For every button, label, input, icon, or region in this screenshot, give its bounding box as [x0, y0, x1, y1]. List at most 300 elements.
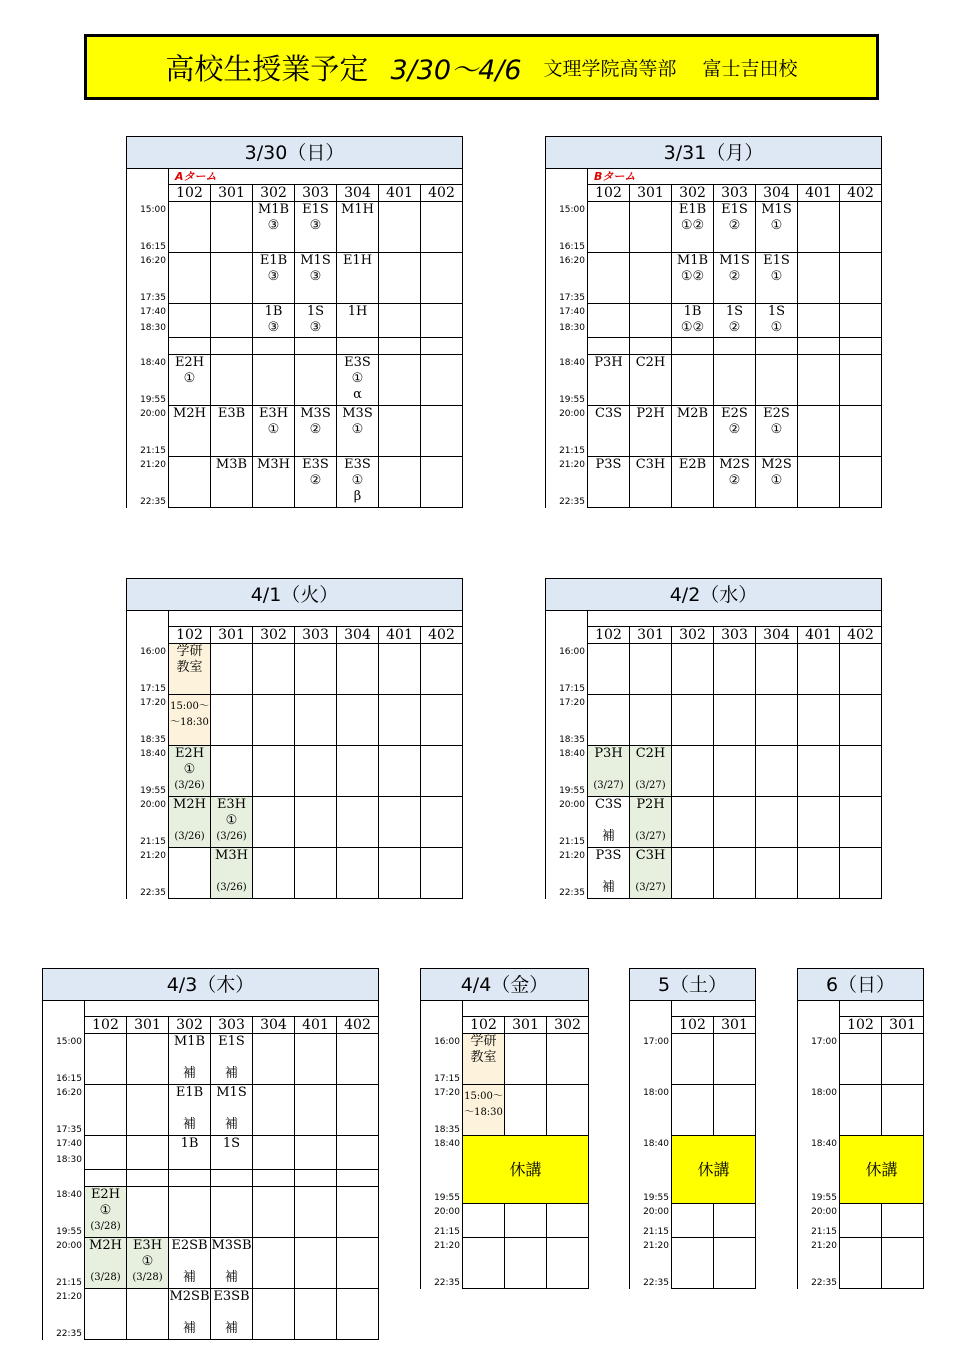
cell-blank	[169, 1305, 210, 1321]
time-end: 21:15	[643, 1226, 669, 1237]
cell-line: ①	[770, 218, 783, 233]
schedule-0330	[126, 136, 463, 508]
cell-line: E2S	[763, 406, 790, 421]
time-start: 20:00	[643, 1206, 669, 1217]
cell-line: (3/27)	[635, 780, 666, 791]
class-cell	[588, 355, 630, 406]
room-401: 401	[379, 627, 421, 644]
time-cell	[546, 338, 588, 355]
cell-line: 1B	[180, 1136, 199, 1151]
class-cell	[169, 797, 211, 848]
class-cell	[253, 457, 295, 508]
time-start: 21:20	[140, 850, 166, 861]
room-301: 301	[211, 627, 253, 644]
time-end: 18:35	[140, 734, 166, 745]
time-cell	[43, 1289, 85, 1340]
time-start: 18:40	[140, 748, 166, 759]
room-102: 102	[169, 185, 211, 202]
time-start: 18:40	[56, 1189, 82, 1200]
cell-line: E1S	[763, 253, 790, 268]
class-cell	[211, 457, 253, 508]
room-304: 304	[756, 185, 798, 202]
cell-line: ②	[309, 473, 322, 488]
cell-line: 1B	[264, 304, 283, 319]
class-cell	[127, 1034, 169, 1085]
class-cell	[798, 695, 840, 746]
cell-line: M2H	[173, 797, 206, 812]
time-start: 17:00	[643, 1036, 669, 1047]
time-start: 16:00	[559, 646, 585, 657]
cell-line: M3B	[215, 457, 248, 472]
cell-line: ③	[309, 218, 322, 233]
class-cell	[714, 457, 756, 508]
class-cell	[672, 746, 714, 797]
time-end: 19:55	[559, 394, 585, 405]
empty-cell	[253, 338, 295, 355]
time-cell	[127, 202, 169, 253]
cell-blank	[85, 1254, 126, 1270]
time-end: 22:35	[811, 1277, 837, 1288]
class-cell	[169, 1187, 211, 1238]
time-start: 20:00	[56, 1240, 82, 1251]
class-cell	[588, 406, 630, 457]
schedule-0405	[629, 968, 756, 1289]
time-cell	[127, 746, 169, 797]
room-301: 301	[127, 1017, 169, 1034]
cell-line: 補	[224, 1066, 238, 1081]
cell-line: 補	[182, 1270, 196, 1285]
class-cell	[672, 406, 714, 457]
room-102: 102	[169, 627, 211, 644]
class-cell	[337, 253, 379, 304]
cell-line: ①	[267, 422, 280, 437]
class-cell	[211, 1136, 253, 1170]
class-cell	[295, 848, 337, 899]
empty-cell	[547, 1034, 589, 1085]
time-start: 18:40	[559, 357, 585, 368]
cell-line: E3H	[258, 406, 289, 421]
class-cell	[840, 695, 882, 746]
cell-line: ①	[770, 320, 783, 335]
time-end: 19:55	[559, 785, 585, 796]
room-304: 304	[337, 185, 379, 202]
room-301: 301	[882, 1017, 924, 1034]
room-302: 302	[672, 627, 714, 644]
cell-line: β	[353, 489, 362, 504]
empty-cell	[672, 338, 714, 355]
time-cell	[546, 304, 588, 338]
class-cell	[756, 695, 798, 746]
class-cell	[295, 644, 337, 695]
term-label	[85, 1001, 379, 1017]
class-cell	[714, 355, 756, 406]
time-end: 21:15	[140, 445, 166, 456]
class-cell	[672, 253, 714, 304]
class-cell	[337, 1085, 379, 1136]
class-cell	[798, 746, 840, 797]
cell-line: 補	[224, 1321, 238, 1336]
schedule-table	[797, 968, 924, 1289]
time-start: 18:40	[559, 748, 585, 759]
class-cell	[169, 457, 211, 508]
class-cell	[672, 695, 714, 746]
class-cell	[630, 304, 672, 338]
corner-cell	[127, 611, 169, 644]
class-cell	[840, 202, 882, 253]
class-cell	[295, 355, 337, 406]
cell-line: ①	[183, 371, 196, 386]
cell-line: ③	[309, 320, 322, 335]
class-cell	[337, 1289, 379, 1340]
time-end: 17:35	[56, 1124, 82, 1135]
cell-line: ③	[309, 269, 322, 284]
class-cell	[798, 253, 840, 304]
time-start: 17:40	[559, 306, 585, 317]
cell-blank	[588, 762, 629, 778]
cell-line: ②	[728, 422, 741, 437]
class-cell	[798, 848, 840, 899]
class-cell	[253, 406, 295, 457]
empty-cell	[169, 1170, 211, 1187]
room-302: 302	[253, 627, 295, 644]
cell-line: M2SB	[169, 1289, 210, 1304]
time-start: 18:40	[811, 1138, 837, 1149]
term-label: Aターム	[169, 169, 463, 185]
corner-cell	[546, 611, 588, 644]
cell-line: C2H	[635, 746, 666, 761]
class-cell	[756, 457, 798, 508]
cell-line: M1S	[719, 253, 750, 268]
class-cell	[337, 644, 379, 695]
empty-cell	[882, 1204, 924, 1238]
class-cell	[798, 644, 840, 695]
cell-line: E1B	[175, 1085, 204, 1100]
class-cell	[337, 797, 379, 848]
class-cell	[211, 253, 253, 304]
room-303: 303	[295, 627, 337, 644]
time-cell	[798, 1204, 840, 1238]
time-end: 17:15	[559, 683, 585, 694]
cell-line: ①	[351, 371, 364, 386]
empty-cell	[547, 1238, 589, 1289]
cell-line: M2S	[761, 457, 792, 472]
time-cell	[421, 1034, 463, 1085]
class-cell	[337, 457, 379, 508]
class-cell	[756, 797, 798, 848]
class-cell	[337, 1034, 379, 1085]
empty-cell	[253, 1170, 295, 1187]
time-cell	[546, 355, 588, 406]
empty-cell	[714, 1204, 756, 1238]
cell-line: M3S	[342, 406, 373, 421]
cell-line: M1H	[341, 202, 374, 217]
class-cell	[295, 1187, 337, 1238]
time-end: 22:35	[559, 887, 585, 898]
room-102: 102	[672, 1017, 714, 1034]
schedule-table	[42, 968, 379, 1340]
class-cell	[588, 304, 630, 338]
room-301: 301	[505, 1017, 547, 1034]
class-cell	[379, 746, 421, 797]
time-start: 20:00	[434, 1206, 460, 1217]
room-302: 302	[547, 1017, 589, 1034]
class-cell	[588, 253, 630, 304]
cell-line: 補	[601, 880, 615, 895]
class-cell	[379, 253, 421, 304]
empty-cell	[840, 1204, 882, 1238]
date-header: 3/30（日）	[127, 137, 463, 169]
time-start: 21:20	[559, 850, 585, 861]
empty-cell	[588, 338, 630, 355]
time-end: 18:30	[559, 322, 585, 333]
class-cell	[85, 1238, 127, 1289]
class-cell	[798, 797, 840, 848]
class-cell	[588, 202, 630, 253]
banner-campus: 富士吉田校	[702, 57, 798, 80]
cell-line: 学研	[176, 644, 203, 659]
cell-line: ①	[225, 813, 238, 828]
time-cell	[421, 1136, 463, 1204]
time-end: 18:30	[140, 322, 166, 333]
room-302: 302	[169, 1017, 211, 1034]
cell-line: M1B	[676, 253, 709, 268]
cell-line: E2H	[174, 355, 205, 370]
cell-line: ①②	[680, 320, 705, 335]
time-end: 17:35	[140, 292, 166, 303]
class-cell	[211, 1238, 253, 1289]
room-303: 303	[714, 185, 756, 202]
room-301: 301	[630, 185, 672, 202]
time-end: 18:35	[559, 734, 585, 745]
empty-cell	[169, 338, 211, 355]
class-cell	[421, 202, 463, 253]
time-cell	[798, 1034, 840, 1085]
empty-cell	[840, 1085, 882, 1136]
class-cell	[295, 695, 337, 746]
class-cell	[85, 1289, 127, 1340]
cell-line: 補	[224, 1270, 238, 1285]
empty-cell	[714, 338, 756, 355]
time-cell	[421, 1238, 463, 1289]
class-cell	[295, 1085, 337, 1136]
class-cell	[169, 1289, 211, 1340]
cell-line: ①	[141, 1254, 154, 1269]
time-cell	[546, 644, 588, 695]
time-start: 21:20	[643, 1240, 669, 1251]
class-cell	[840, 355, 882, 406]
room-304: 304	[756, 627, 798, 644]
cell-line: 補	[182, 1066, 196, 1081]
cell-line: E1B	[259, 253, 288, 268]
cell-blank	[630, 762, 671, 778]
room-402: 402	[421, 185, 463, 202]
time-start: 15:00	[56, 1036, 82, 1047]
class-cell	[421, 457, 463, 508]
empty-cell	[672, 1204, 714, 1238]
cell-line: E2B	[678, 457, 707, 472]
time-start: 20:00	[811, 1206, 837, 1217]
class-cell	[169, 304, 211, 338]
empty-cell	[463, 1238, 505, 1289]
cell-line: M2H	[173, 406, 206, 421]
time-cell	[127, 406, 169, 457]
time-cell	[127, 695, 169, 746]
cell-line: E3H	[216, 797, 247, 812]
cell-line: ～18:30	[170, 717, 209, 728]
class-cell	[588, 457, 630, 508]
cell-line: M2H	[89, 1238, 122, 1253]
schedule-table	[545, 136, 882, 508]
cell-line: ①	[183, 762, 196, 777]
time-cell	[43, 1034, 85, 1085]
term-label	[463, 1001, 589, 1017]
class-cell	[630, 746, 672, 797]
time-cell	[630, 1136, 672, 1204]
cell-blank	[211, 864, 252, 880]
class-cell	[169, 848, 211, 899]
class-cell	[588, 746, 630, 797]
cell-line: 15:00～	[170, 701, 209, 712]
cell-blank	[169, 1101, 210, 1117]
room-402: 402	[840, 185, 882, 202]
time-start: 17:20	[434, 1087, 460, 1098]
class-cell	[714, 644, 756, 695]
cell-line: 1S	[725, 304, 744, 319]
class-cell	[672, 457, 714, 508]
cell-line: P3H	[594, 355, 623, 370]
study-room-cell	[169, 644, 211, 695]
time-end: 22:35	[140, 887, 166, 898]
empty-cell	[127, 1170, 169, 1187]
empty-cell	[421, 338, 463, 355]
cell-line: E1S	[302, 202, 329, 217]
time-start: 17:20	[559, 697, 585, 708]
empty-cell	[547, 1204, 589, 1238]
class-cell	[840, 848, 882, 899]
class-cell	[337, 355, 379, 406]
class-cell	[295, 1289, 337, 1340]
class-cell	[253, 1136, 295, 1170]
time-cell	[546, 202, 588, 253]
time-start: 18:40	[643, 1138, 669, 1149]
time-cell	[127, 644, 169, 695]
class-cell	[337, 695, 379, 746]
cell-line: ①②	[680, 269, 705, 284]
time-start: 17:40	[56, 1138, 82, 1149]
time-end: 18:35	[434, 1124, 460, 1135]
time-end: 19:55	[140, 785, 166, 796]
class-cell	[253, 202, 295, 253]
cell-line: E1H	[342, 253, 373, 268]
date-header: 3/31（月）	[546, 137, 882, 169]
time-start: 21:20	[56, 1291, 82, 1302]
empty-cell	[630, 338, 672, 355]
banner-title: 高校生授業予定	[165, 51, 369, 86]
cell-line: ～18:30	[464, 1107, 503, 1118]
term-label	[672, 1001, 756, 1017]
time-cell	[546, 695, 588, 746]
class-cell	[211, 746, 253, 797]
time-end: 22:35	[140, 496, 166, 507]
class-cell	[253, 1034, 295, 1085]
class-cell	[295, 1034, 337, 1085]
time-start: 16:20	[56, 1087, 82, 1098]
date-header: 4/2（水）	[546, 579, 882, 611]
class-cell	[798, 355, 840, 406]
class-cell	[630, 202, 672, 253]
class-cell	[379, 406, 421, 457]
time-end: 19:55	[140, 394, 166, 405]
cell-line: 15:00～	[464, 1091, 503, 1102]
cell-line: E3S	[302, 457, 329, 472]
cell-line: M3SB	[211, 1238, 252, 1253]
cell-line: (3/26)	[216, 831, 247, 842]
class-cell	[295, 304, 337, 338]
time-start: 18:00	[811, 1087, 837, 1098]
class-cell	[421, 355, 463, 406]
room-401: 401	[295, 1017, 337, 1034]
title-banner	[84, 34, 879, 100]
cell-line: M1B	[173, 1034, 206, 1049]
cell-line: 補	[601, 829, 615, 844]
empty-cell	[882, 1238, 924, 1289]
class-cell	[379, 355, 421, 406]
corner-cell	[127, 169, 169, 202]
class-cell	[211, 1289, 253, 1340]
closed-block: 休講	[840, 1136, 924, 1204]
room-302: 302	[253, 185, 295, 202]
time-end: 21:15	[559, 836, 585, 847]
class-cell	[295, 253, 337, 304]
class-cell	[169, 253, 211, 304]
class-cell	[169, 406, 211, 457]
class-cell	[840, 746, 882, 797]
class-cell	[253, 355, 295, 406]
cell-blank	[630, 813, 671, 829]
cell-line: ②	[728, 269, 741, 284]
cell-line: M1S	[300, 253, 331, 268]
time-start: 16:00	[140, 646, 166, 657]
schedule-table	[545, 578, 882, 899]
class-cell	[211, 1187, 253, 1238]
time-cell	[43, 1085, 85, 1136]
time-start: 20:00	[559, 408, 585, 419]
study-room-time	[169, 695, 211, 746]
time-end: 16:15	[56, 1073, 82, 1084]
time-cell	[630, 1238, 672, 1289]
class-cell	[169, 355, 211, 406]
class-cell	[421, 253, 463, 304]
class-cell	[630, 253, 672, 304]
class-cell	[421, 797, 463, 848]
class-cell	[211, 644, 253, 695]
cell-line: E2H	[90, 1187, 121, 1202]
time-end: 22:35	[559, 496, 585, 507]
empty-cell	[211, 338, 253, 355]
cell-line: C3H	[635, 457, 666, 472]
date-header: 4/4（金）	[421, 969, 589, 1001]
time-cell	[546, 253, 588, 304]
class-cell	[211, 797, 253, 848]
cell-line: 1S	[222, 1136, 241, 1151]
class-cell	[714, 797, 756, 848]
room-303: 303	[211, 1017, 253, 1034]
cell-blank	[169, 1254, 210, 1270]
class-cell	[85, 1187, 127, 1238]
cell-line: ①	[770, 422, 783, 437]
cell-line: M1B	[257, 202, 290, 217]
cell-line: P3S	[595, 848, 622, 863]
